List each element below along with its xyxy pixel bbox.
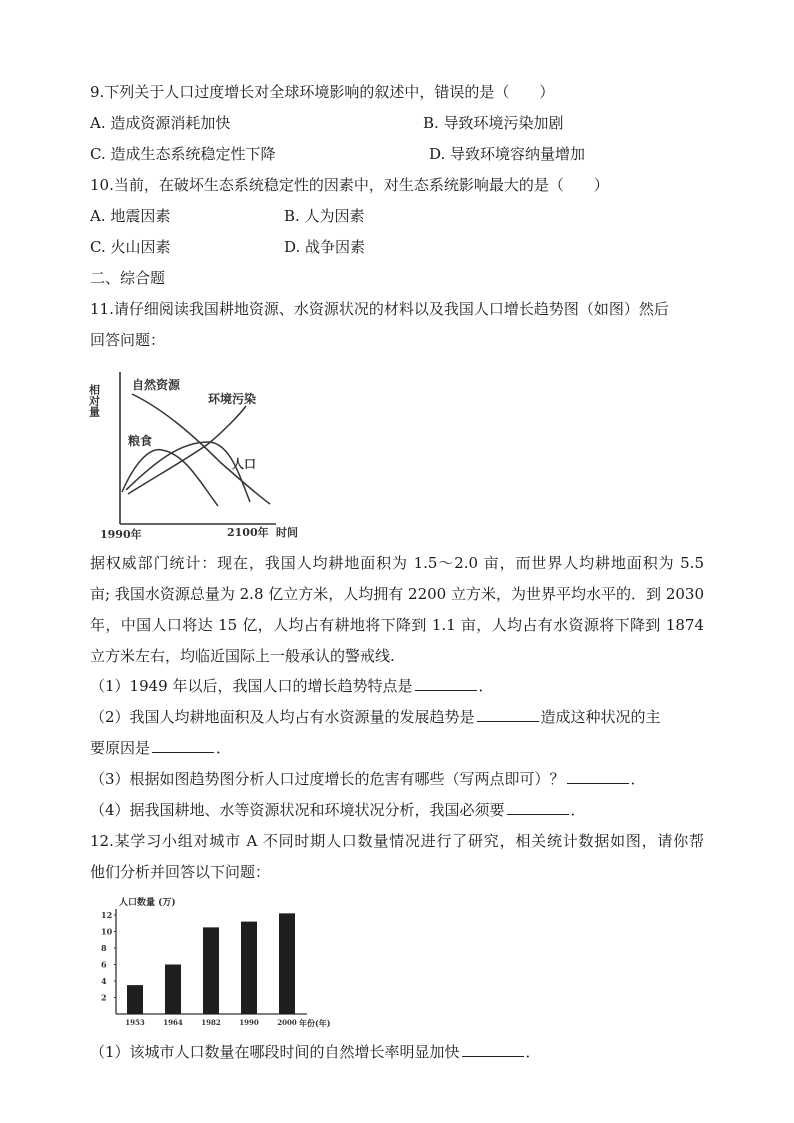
answer-blank[interactable] — [462, 1042, 524, 1057]
q10-option-d: D. 战争因素 — [284, 238, 366, 256]
x-tick-label-1982: 1982 — [201, 1018, 221, 1027]
bar-1990 — [241, 922, 257, 1014]
answer-blank[interactable] — [567, 769, 629, 784]
q10-stem: 10.当前，在破坏生态系统稳定性的因素中，对生态系统影响最大的是（ ） — [90, 176, 609, 194]
x-tick-label-2000: 2000 — [277, 1018, 297, 1027]
material-line4: 立方米左右，均临近国际上一般承认的警戒线. — [90, 647, 395, 665]
answer-blank[interactable] — [477, 707, 539, 722]
x-tick-label-1990: 1990 — [239, 1018, 259, 1027]
q9-option-a: A. 造成资源消耗加快 — [90, 114, 231, 132]
q11-stem-line2: 回答问题： — [90, 331, 166, 349]
bar-1953 — [127, 985, 143, 1014]
answer-blank[interactable] — [152, 738, 214, 753]
bar-1982 — [203, 927, 219, 1014]
q12-stem-line2: 他们分析并回答以下问题： — [90, 863, 271, 881]
q9-stem: 9.下列关于人口过度增长对全球环境影响的叙述中，错误的是（ ） — [90, 83, 555, 101]
x-tick-label-1964: 1964 — [163, 1018, 183, 1027]
y-tick-label: 4 — [101, 976, 107, 986]
chart-ylabel: 人口数量 (万) — [119, 898, 176, 908]
answer-blank[interactable] — [507, 800, 569, 815]
label-population: 人口 — [232, 457, 257, 471]
material-line1: 据权威部门统计：现在，我国人均耕地面积为 1.5～2.0 亩，而世界人均耕地面积为 5.5 — [90, 554, 704, 572]
x-tick-label-1953: 1953 — [125, 1018, 145, 1027]
x-axis-label: 时间 — [276, 526, 298, 539]
q11-sub4: （4）据我国耕地、水等资源状况和环境状况分析，我国必须要 ． — [90, 801, 586, 819]
x-start-label: 1990年 — [100, 528, 142, 541]
q11-sub3: （3）根据如图趋势图分析人口过度增长的危害有哪些（写两点即可）？ ． — [90, 770, 646, 788]
label-grain: 粮食 — [128, 434, 153, 448]
grain-curve — [122, 450, 218, 506]
ylabel: 相对量 — [87, 384, 101, 417]
y-tick-label: 10 — [101, 926, 113, 937]
population-bar-chart — [95, 893, 335, 1033]
y-tick-label: 2 — [101, 992, 107, 1003]
q11-sub2: （2）我国人均耕地面积及人均占有水资源量的发展趋势是 造成这种状况的主 — [90, 708, 661, 726]
y-tick-label: 6 — [101, 959, 107, 970]
q11-stem-line1: 11.请仔细阅读我国耕地资源、水资源状况的材料以及我国人口增长趋势图（如图）然后 — [90, 300, 669, 318]
y-tick-label: 12 — [101, 910, 113, 920]
q9-option-d: D. 导致环境容纳量增加 — [429, 145, 586, 163]
label-pollution: 环境污染 — [208, 392, 257, 406]
q10-option-c: C. 火山因素 — [90, 238, 171, 256]
bar-1964 — [165, 965, 181, 1015]
bar-2000 — [279, 913, 295, 1014]
material-line3: 年，中国人口将达 15 亿，人均占有耕地将下降到 1.1 亩，人均占有水资源将下降到 1874 — [90, 616, 704, 634]
q11-sub1: （1）1949 年以后，我国人口的增长趋势特点是 ． — [90, 677, 494, 695]
chart-xlabel: 年份(年) — [299, 1018, 331, 1028]
material-line2: 亩; 我国水资源总量为 2.8 亿立方米，人均拥有 2200 立方米，为世界平均水平的．到 2030 — [90, 585, 704, 603]
trend-figure — [87, 362, 310, 542]
q9-option-b: B. 导致环境污染加剧 — [423, 114, 564, 132]
x-end-label: 2100年 — [227, 526, 269, 539]
q12-stem-line1: 12.某学习小组对城市 A 不同时期人口数量情况进行了研究，相关统计数据如图，请你帮 — [90, 832, 704, 850]
answer-blank[interactable] — [415, 676, 477, 691]
q12-sub1: （1）该城市人口数量在哪段时间的自然增长率明显加快 ． — [90, 1043, 541, 1061]
y-tick-label: 8 — [101, 943, 107, 953]
section-heading: 二、综合题 — [90, 269, 166, 287]
q10-option-b: B. 人为因素 — [284, 207, 365, 225]
q9-option-c: C. 造成生态系统稳定性下降 — [90, 145, 276, 163]
q11-sub2-cont: 要原因是 ． — [90, 739, 232, 757]
q10-option-a: A. 地震因素 — [90, 207, 171, 225]
label-natural-resource: 自然资源 — [132, 378, 181, 392]
pollution-curve — [128, 406, 246, 494]
